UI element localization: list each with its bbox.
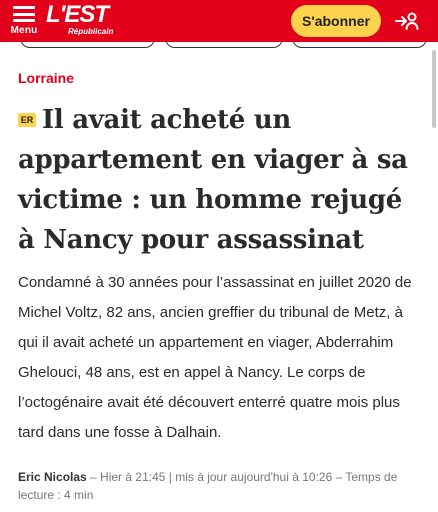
site-header xyxy=(0,0,438,42)
menu-label: Menu xyxy=(10,25,38,36)
article-lead: Condamné à 30 années pour l’assassinat en juillet 2020 de Michel Voltz, 82 ans, ancien greffier du tribunal de Metz, à qui il avait acheté un appartement en viager, Abderrahim Ghelouci, 48 ans, est en appel à Nancy. Le corps de l’octogénaire avait été découvert enterré quatre mois plus tard dans une fosse à Dalhain. xyxy=(18,274,412,441)
nav-pill[interactable] xyxy=(292,42,427,48)
article-category[interactable]: Lorraine xyxy=(18,70,75,86)
byline-meta: – Hier à 21:45 | mis à jour aujourd'hui à 10:26 – Temps de lecture : 4 min xyxy=(18,470,398,502)
headline-text: Il avait acheté un appartement en viager à sa victime : un homme rejugé à Nancy pour assassinat xyxy=(18,105,408,255)
author-name[interactable]: Eric Nicolas xyxy=(18,470,87,484)
scrollbar[interactable] xyxy=(432,50,436,128)
nav-pill[interactable] xyxy=(165,42,283,48)
account-login-icon[interactable] xyxy=(395,11,421,31)
subscribe-button[interactable]: S'abonner xyxy=(291,5,381,37)
nav-pill[interactable] xyxy=(20,42,155,48)
article-headline xyxy=(18,100,426,260)
er-badge: ER xyxy=(18,113,36,127)
nav-strip xyxy=(0,42,438,52)
hamburger-icon xyxy=(13,6,35,22)
site-logo[interactable] xyxy=(46,3,116,39)
logo-main-text: L'EST xyxy=(46,1,109,28)
menu-button[interactable] xyxy=(8,4,40,38)
logo-sub-text: Républicain xyxy=(68,27,114,36)
article-byline xyxy=(18,468,422,504)
